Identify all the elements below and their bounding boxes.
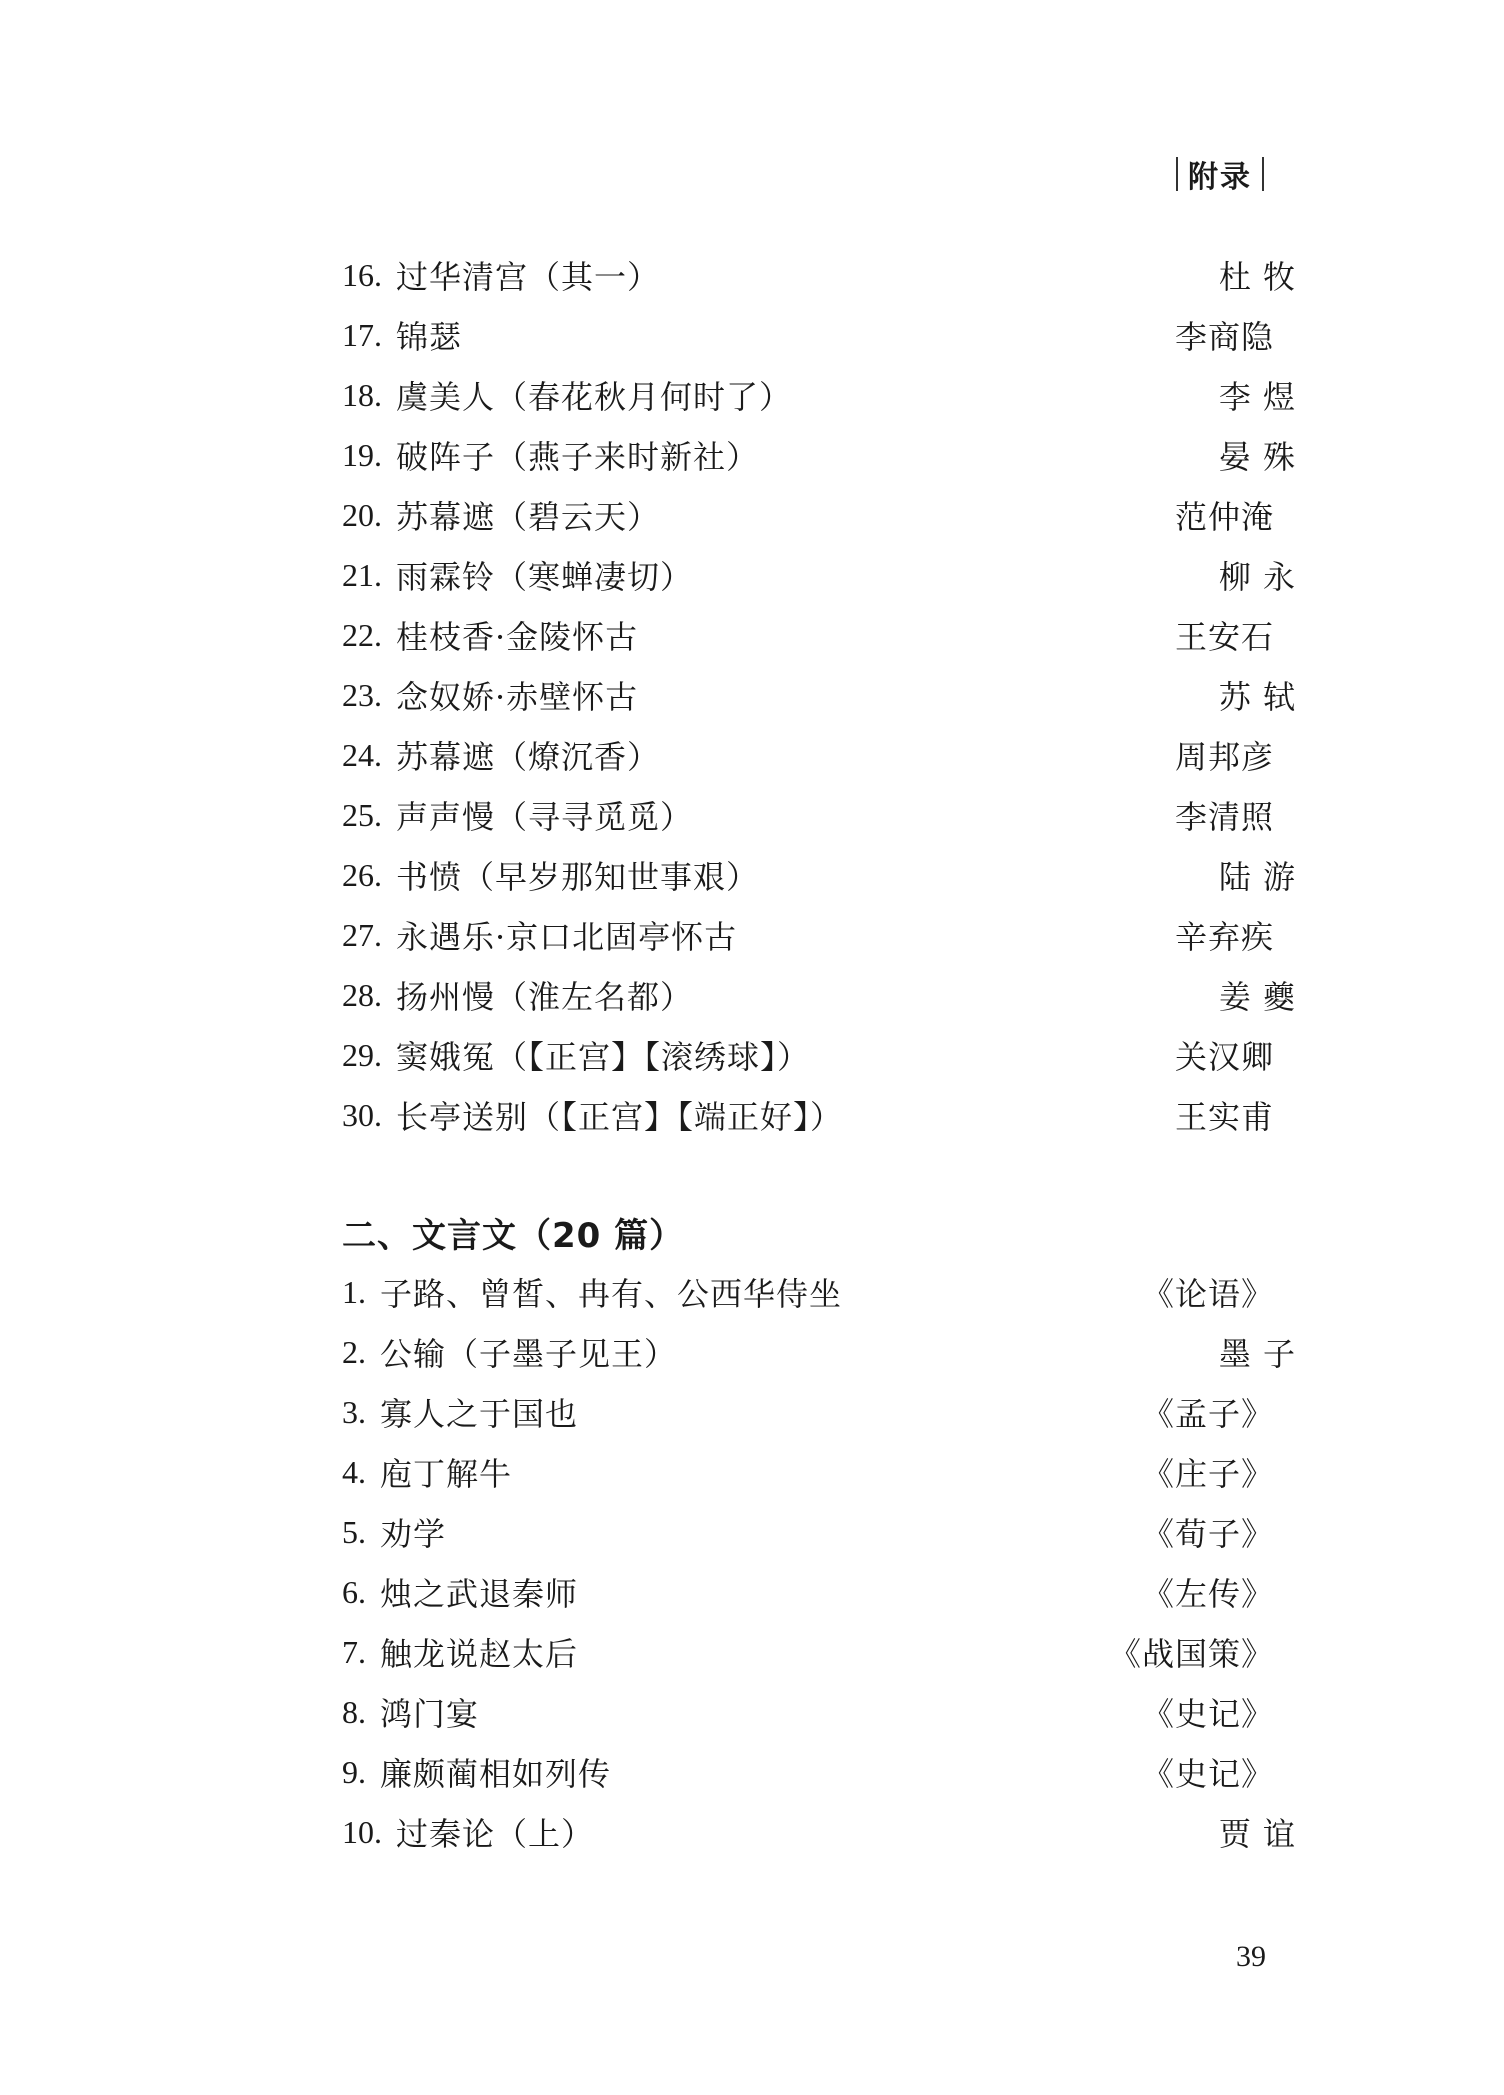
list-item-author: 《庄子》: [1141, 1455, 1274, 1493]
list-item-entry: [342, 492, 660, 538]
list-item-number: 28.: [342, 976, 382, 1013]
list-item-title: 书愤（早岁那知世事艰）: [396, 858, 760, 896]
list-item: [342, 485, 1274, 545]
list-item-title: 寡人之于国也: [380, 1395, 579, 1433]
list-item-number: 5.: [342, 1513, 366, 1550]
list-item-entry: [342, 1092, 843, 1138]
list-item-number: 9.: [342, 1753, 366, 1790]
list-item-author: 陆 游: [1218, 858, 1296, 896]
list-item-number: 25.: [342, 796, 382, 833]
list-item-author: 王安石: [1174, 618, 1274, 656]
list-item-entry: [342, 432, 759, 478]
list-item: [342, 1442, 1274, 1502]
list-item-number: 26.: [342, 856, 382, 893]
list-item-author: 杜 牧: [1218, 258, 1296, 296]
poem-list: [342, 245, 1296, 1145]
list-item-title: 扬州慢（淮左名都）: [396, 978, 694, 1016]
list-item-entry: [342, 1269, 842, 1315]
list-item-entry: [342, 1449, 512, 1495]
list-item-title: 破阵子（燕子来时新社）: [396, 438, 760, 476]
list-item-title: 永遇乐·京口北固亭怀古: [396, 918, 738, 956]
list-item-entry: [342, 312, 462, 358]
list-item-author: 苏 轼: [1218, 678, 1296, 716]
list-item-author: 《史记》: [1141, 1755, 1274, 1793]
list-item-author: 《论语》: [1141, 1275, 1274, 1313]
list-item-title: 过秦论（上）: [396, 1815, 595, 1853]
list-item-author: 《战国策》: [1108, 1635, 1274, 1673]
classical-prose-list: [342, 1262, 1296, 1862]
list-item-entry: [342, 1329, 677, 1375]
list-item-author: 《孟子》: [1141, 1395, 1274, 1433]
list-item: [342, 785, 1274, 845]
list-item: [342, 1802, 1296, 1862]
list-item-author: 《荀子》: [1141, 1515, 1274, 1553]
list-item-author: 李清照: [1174, 798, 1274, 836]
list-item: [342, 1025, 1274, 1085]
list-item-number: 24.: [342, 736, 382, 773]
list-item-entry: [342, 1809, 594, 1855]
list-item-number: 4.: [342, 1453, 366, 1490]
list-item-entry: [342, 912, 737, 958]
list-item-number: 10.: [342, 1813, 382, 1850]
list-item-author: 贾 谊: [1218, 1815, 1296, 1853]
list-item: [342, 665, 1296, 725]
list-item: [342, 1622, 1274, 1682]
list-item: [342, 605, 1274, 665]
list-item: [342, 1742, 1274, 1802]
header-divider-left: [1176, 157, 1178, 191]
list-item-author: 《左传》: [1141, 1575, 1274, 1613]
list-item-title: 烛之武退秦师: [380, 1575, 579, 1613]
list-item-title: 雨霖铃（寒蝉凄切）: [396, 558, 694, 596]
list-item: [342, 245, 1296, 305]
list-item-title: 虞美人（春花秋月何时了）: [396, 378, 793, 416]
list-item: [342, 425, 1296, 485]
list-item-entry: [342, 1629, 578, 1675]
section-heading: 二、文言文（20 篇）: [342, 1216, 685, 1256]
list-item: [342, 1085, 1274, 1145]
list-item-title: 公输（子墨子见王）: [380, 1335, 678, 1373]
list-item-author: 辛弃疾: [1174, 918, 1274, 956]
list-item: [342, 1682, 1274, 1742]
list-item-number: 30.: [342, 1096, 382, 1133]
list-item-entry: [342, 1569, 578, 1615]
list-item-entry: [342, 672, 638, 718]
list-item-entry: [342, 1689, 479, 1735]
list-item-author: 关汉卿: [1174, 1038, 1274, 1076]
list-item-author: 周邦彦: [1174, 738, 1274, 776]
list-item-title: 劝学: [380, 1515, 447, 1553]
list-item: [342, 965, 1296, 1025]
list-item-title: 子路、曾皙、冉有、公西华侍坐: [380, 1275, 843, 1313]
list-item: [342, 1502, 1274, 1562]
list-item-number: 3.: [342, 1393, 366, 1430]
list-item-author: 范仲淹: [1174, 498, 1274, 536]
list-item-author: 晏 殊: [1218, 438, 1296, 476]
list-item-number: 20.: [342, 496, 382, 533]
list-item-entry: [342, 372, 792, 418]
list-item-title: 过华清宫（其一）: [396, 258, 661, 296]
list-item-title: 窦娥冤（【正宫】【滚绣球】）: [396, 1038, 811, 1076]
list-item-number: 7.: [342, 1633, 366, 1670]
list-item-author: 墨 子: [1218, 1335, 1296, 1373]
list-item-entry: [342, 1389, 578, 1435]
list-item-number: 21.: [342, 556, 382, 593]
list-item-number: 6.: [342, 1573, 366, 1610]
list-item-number: 1.: [342, 1273, 366, 1310]
list-item-title: 庖丁解牛: [380, 1455, 513, 1493]
list-item-title: 苏幕遮（碧云天）: [396, 498, 661, 536]
running-header: [1166, 152, 1274, 196]
list-item-title: 廉颇蔺相如列传: [380, 1755, 612, 1793]
list-item-title: 念奴娇·赤壁怀古: [396, 678, 639, 716]
page-number: 39: [1236, 1940, 1266, 1973]
list-item-entry: [342, 1032, 810, 1078]
list-item-author: 李商隐: [1174, 318, 1274, 356]
list-item: [342, 365, 1296, 425]
list-item-title: 桂枝香·金陵怀古: [396, 618, 639, 656]
list-item-entry: [342, 612, 638, 658]
list-item-author: 李 煜: [1218, 378, 1296, 416]
list-item: [342, 1382, 1274, 1442]
list-item-number: 19.: [342, 436, 382, 473]
list-item: [342, 305, 1274, 365]
list-item-title: 触龙说赵太后: [380, 1635, 579, 1673]
header-section-title: 附录: [1188, 160, 1252, 195]
list-item-title: 声声慢（寻寻觅觅）: [396, 798, 694, 836]
list-item-author: 姜 夔: [1218, 978, 1296, 1016]
list-item-number: 23.: [342, 676, 382, 713]
list-item: [342, 725, 1274, 785]
list-item-number: 18.: [342, 376, 382, 413]
list-item: [342, 845, 1296, 905]
list-item-entry: [342, 1509, 446, 1555]
list-item-entry: [342, 852, 759, 898]
list-item-entry: [342, 252, 660, 298]
header-divider-right: [1262, 157, 1264, 191]
list-item-number: 22.: [342, 616, 382, 653]
list-item-author: 《史记》: [1141, 1695, 1274, 1733]
list-item-entry: [342, 972, 693, 1018]
list-item: [342, 1562, 1274, 1622]
list-item-entry: [342, 732, 660, 778]
list-item-number: 2.: [342, 1333, 366, 1370]
list-item-title: 锦瑟: [396, 318, 463, 356]
list-item-title: 长亭送别（【正宫】【端正好】）: [396, 1098, 844, 1136]
list-item: [342, 1262, 1274, 1322]
list-item-title: 鸿门宴: [380, 1695, 480, 1733]
list-item-entry: [342, 552, 693, 598]
list-item-number: 27.: [342, 916, 382, 953]
list-item-number: 8.: [342, 1693, 366, 1730]
list-item-title: 苏幕遮（燎沉香）: [396, 738, 661, 776]
list-item-number: 16.: [342, 256, 382, 293]
list-item-number: 17.: [342, 316, 382, 353]
list-item: [342, 1322, 1296, 1382]
list-item-number: 29.: [342, 1036, 382, 1073]
list-item-entry: [342, 792, 693, 838]
list-item: [342, 545, 1296, 605]
list-item-entry: [342, 1749, 611, 1795]
list-item-author: 王实甫: [1174, 1098, 1274, 1136]
list-item: [342, 905, 1274, 965]
list-item-author: 柳 永: [1218, 558, 1296, 596]
